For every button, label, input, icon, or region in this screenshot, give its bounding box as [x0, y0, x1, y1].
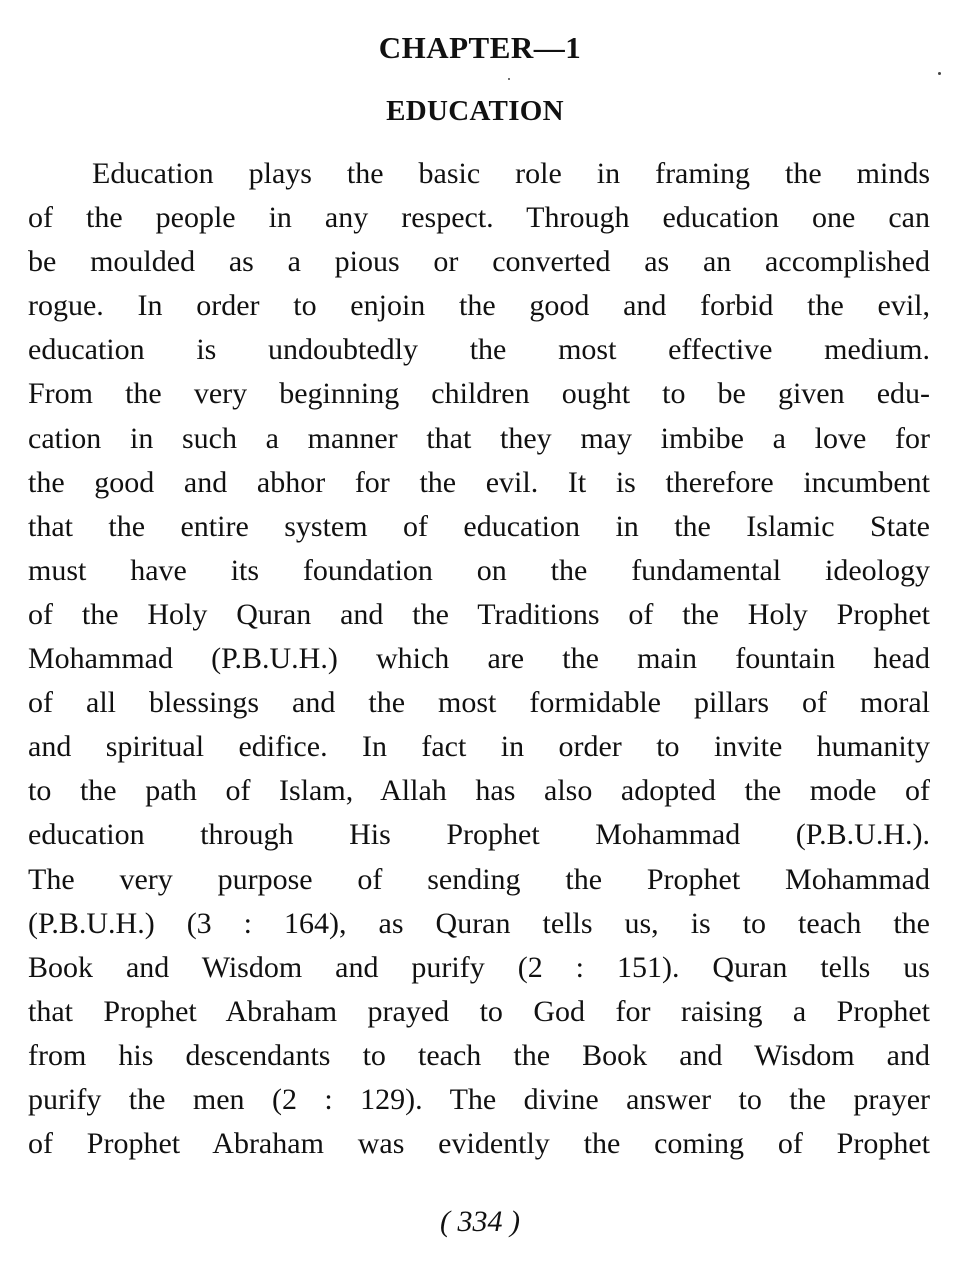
text-line: to the path of Islam, Allah has also adopted the mode of [28, 774, 930, 808]
text-line: The very purpose of sending the Prophet Mohammad [28, 862, 930, 896]
text-line: the good and abhor for the evil. It is therefore incumbent [28, 465, 930, 499]
text-line: From the very beginning children ought to be given edu- [28, 377, 930, 411]
text-line: of all blessings and the most formidable pillars of moral [28, 686, 930, 720]
text-line: of the people in any respect. Through education one can [28, 201, 930, 235]
text-line: be moulded as a pious or converted as an accomplished [28, 245, 930, 279]
text-line: that the entire system of education in the Islamic State [28, 509, 930, 543]
text-line: of the Holy Quran and the Traditions of the Holy Prophet [28, 597, 930, 631]
chapter-heading: CHAPTER—1 [378, 30, 582, 65]
text-line: from his descendants to teach the Book and Wisdom and [28, 1038, 930, 1072]
scan-speck [508, 78, 510, 80]
section-title: EDUCATION [386, 95, 564, 127]
text-line: Education plays the basic role in framing the minds [92, 157, 930, 190]
text-line: must have its foundation on the fundamental ideology [28, 553, 930, 587]
page-number: ( 334 ) [440, 1205, 520, 1238]
text-line: Book and Wisdom and purify (2 : 151). Quran tells us [28, 950, 930, 984]
text-line: Mohammad (P.B.U.H.) which are the main fountain head [28, 642, 930, 676]
body-paragraph [28, 152, 930, 1166]
text-line: education is undoubtedly the most effective medium. [28, 333, 930, 367]
text-line: of Prophet Abraham was evidently the coming of Prophet [28, 1127, 930, 1161]
scan-speck [938, 72, 941, 75]
text-line: cation in such a manner that they may imbibe a love for [28, 421, 930, 455]
text-line: that Prophet Abraham prayed to God for raising a Prophet [28, 994, 930, 1028]
text-line: education through His Prophet Mohammad (P.B.U.H.). [28, 818, 930, 852]
text-line: (P.B.U.H.) (3 : 164), as Quran tells us, is to teach the [28, 906, 930, 940]
text-line: purify the men (2 : 129). The divine answer to the prayer [28, 1082, 930, 1116]
text-line: and spiritual edifice. In fact in order to invite humanity [28, 730, 930, 764]
text-line: rogue. In order to enjoin the good and forbid the evil, [28, 289, 930, 323]
